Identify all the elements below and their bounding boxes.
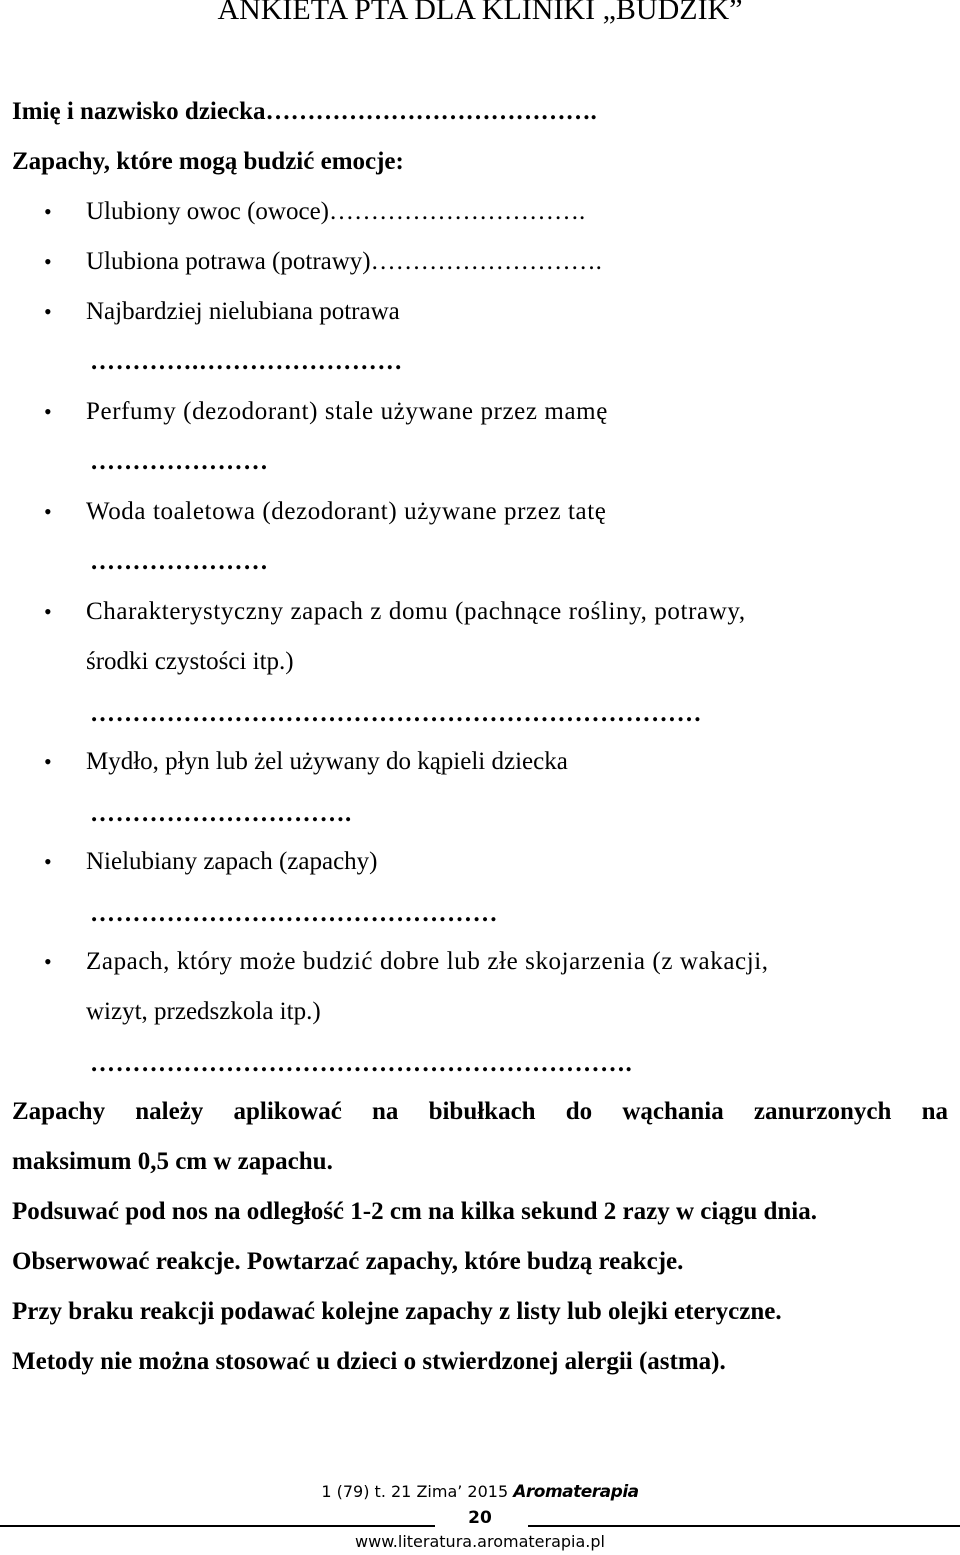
list-item bbox=[0, 845, 960, 879]
answer-dots: ………………… bbox=[90, 548, 269, 575]
footer-issue-line bbox=[0, 1482, 960, 1502]
footer-issue: 1 (79) t. 21 Zima’ 2015 bbox=[321, 1482, 509, 1501]
instruction-line2: Podsuwać pod nos na odległość 1-2 cm na kilka sekund 2 razy w ciągu dnia. bbox=[12, 1198, 818, 1225]
list-item bbox=[0, 245, 960, 279]
bullet-icon: • bbox=[44, 249, 52, 274]
list-item bbox=[0, 495, 960, 529]
list-item-label-line2: wizyt, przedszkola itp.) bbox=[86, 998, 321, 1025]
instruction-para1-cont: maksimum 0,5 cm w zapachu. bbox=[12, 1148, 333, 1175]
bullet-icon: • bbox=[44, 199, 52, 224]
answer-dots: ………………………………………………………. bbox=[90, 1050, 633, 1077]
list-item-label: Charakterystyczny zapach z domu (pachnące rośliny, potrawy, bbox=[86, 598, 746, 625]
instruction-para1: Zapachy należy aplikować na bibułkach do wąchania zanurzonych na bbox=[12, 1098, 948, 1125]
list-item bbox=[0, 195, 960, 229]
instruction-line5: Metody nie można stosować u dzieci o stwierdzonej alergii (astma). bbox=[12, 1348, 726, 1375]
list-item-label: Perfumy (dezodorant) stale używane przez mamę bbox=[86, 398, 608, 425]
instruction-line3: Obserwować reakcje. Powtarzać zapachy, które budzą reakcje. bbox=[12, 1248, 684, 1275]
brand-logo: Aromaterapia bbox=[513, 1482, 639, 1502]
list-item-label: Ulubiona potrawa (potrawy)………………………. bbox=[86, 248, 602, 275]
child-name-field: Imię i nazwisko dziecka…………………………………. bbox=[12, 98, 597, 125]
list-item-label: Najbardziej nielubiana potrawa bbox=[86, 298, 400, 325]
bullet-icon: • bbox=[44, 499, 52, 524]
list-item-label: Ulubiony owoc (owoce)…………………………. bbox=[86, 198, 586, 225]
list-item-continuation bbox=[0, 645, 960, 679]
list-item bbox=[0, 745, 960, 779]
instruction-line4: Przy braku reakcji podawać kolejne zapachy z listy lub olejki eteryczne. bbox=[12, 1298, 782, 1325]
list-item bbox=[0, 295, 960, 329]
page-number: 20 bbox=[468, 1508, 492, 1528]
bullet-icon: • bbox=[44, 749, 52, 774]
smells-heading: Zapachy, które mogą budzić emocje: bbox=[12, 148, 404, 175]
footer-url: www.literatura.aromaterapia.pl bbox=[355, 1532, 605, 1551]
list-item bbox=[0, 395, 960, 429]
bullet-icon: • bbox=[44, 299, 52, 324]
list-item-label: Zapach, który może budzić dobre lub złe skojarzenia (z wakacji, bbox=[86, 948, 769, 975]
list-item bbox=[0, 595, 960, 629]
answer-dots: ……………………………………………………………… bbox=[90, 700, 702, 727]
list-item-label-line2: środki czystości itp.) bbox=[86, 648, 294, 675]
answer-dots: ………………… bbox=[90, 448, 269, 475]
list-item-label: Nielubiany zapach (zapachy) bbox=[86, 848, 378, 875]
bullet-icon: • bbox=[44, 599, 52, 624]
list-item bbox=[0, 945, 960, 979]
answer-dots: ………………………………………… bbox=[90, 900, 498, 927]
list-item-label: Woda toaletowa (dezodorant) używane przez tatę bbox=[86, 498, 607, 525]
document-title: ANKIETA PTA DLA KLINIKI „BUDZIK” bbox=[217, 0, 743, 26]
bullet-icon: • bbox=[44, 949, 52, 974]
bullet-icon: • bbox=[44, 849, 52, 874]
answer-dots: …………………………. bbox=[90, 800, 352, 827]
list-item-label: Mydło, płyn lub żel używany do kąpieli dziecka bbox=[86, 748, 568, 775]
answer-dots: ………….…………………… bbox=[90, 348, 403, 375]
list-item-continuation bbox=[0, 995, 960, 1029]
bullet-icon: • bbox=[44, 399, 52, 424]
